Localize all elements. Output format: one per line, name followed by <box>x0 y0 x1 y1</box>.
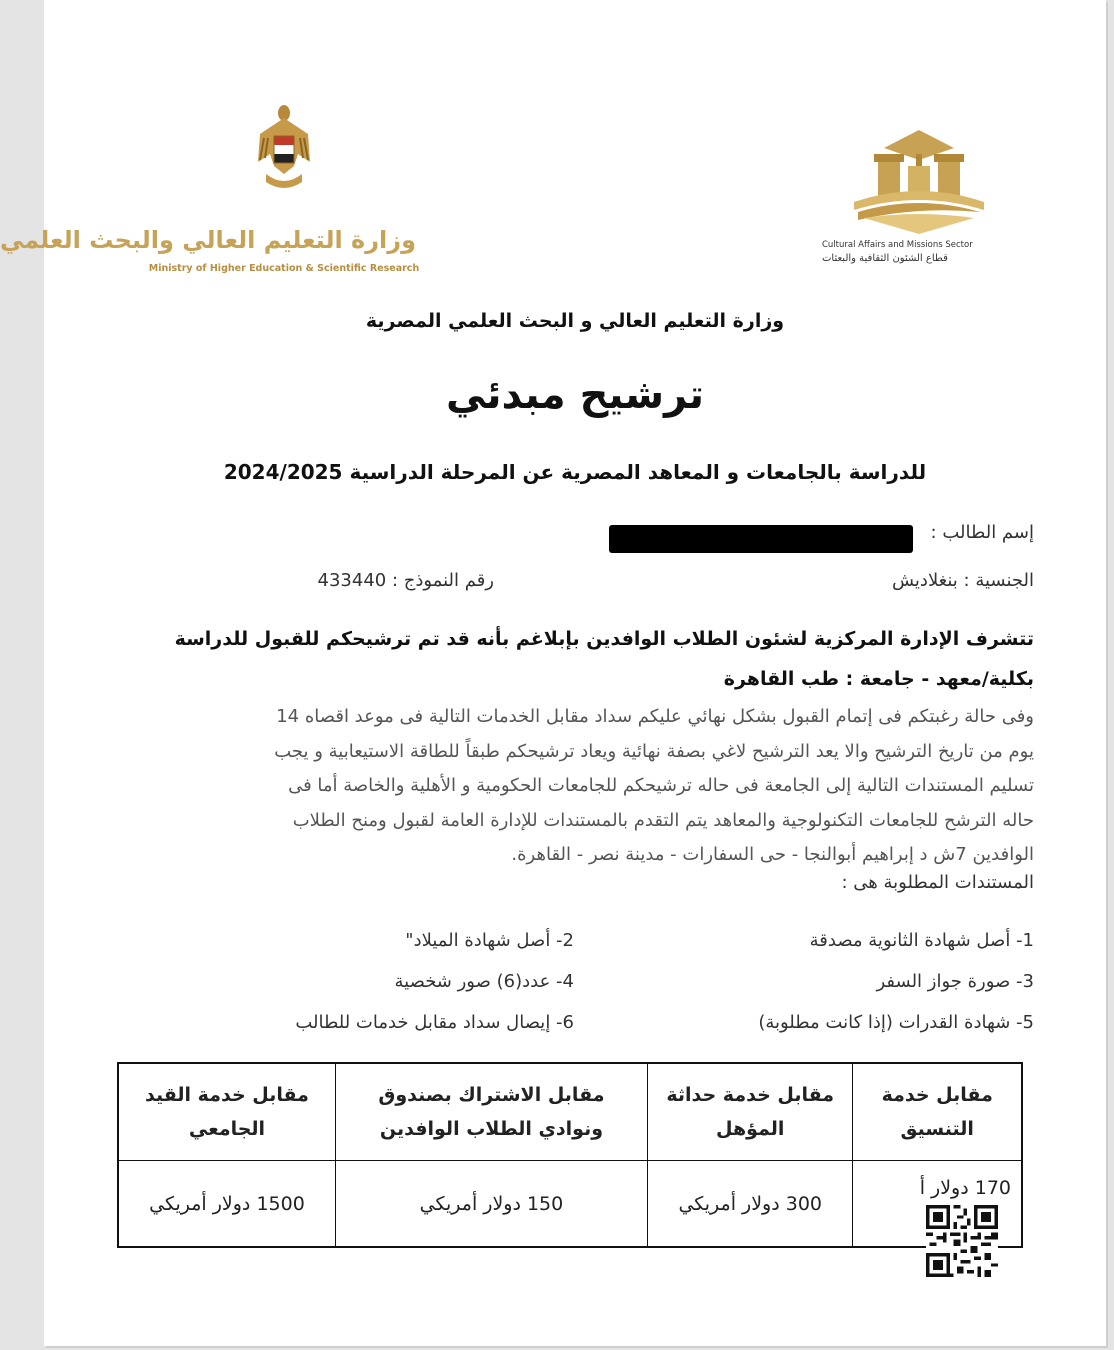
redacted-student-name <box>609 525 913 553</box>
fee-value-cell: 300 دولار أمريكي <box>647 1161 853 1248</box>
ministry-logo-english: Ministry of Higher Education & Scientific Research <box>148 263 420 274</box>
fees-value-row <box>118 1161 1022 1248</box>
paragraph-line: يوم من تاريخ الترشيح والا يعد الترشيح لاغي بصفة نهائية ويعاد ترشيحكم طبقاً للطاقة الاستيعابية و يجب <box>274 740 1034 762</box>
ministry-logo-arabic: وزارة التعليم العالي والبحث العلمي <box>0 226 416 254</box>
fee-header-cell: مقابل خدمة التنسيق <box>853 1063 1022 1161</box>
required-doc-item: 6- إيصال سداد مقابل خدمات للطالب <box>295 1012 574 1033</box>
paragraph-line: تسليم المستندات التالية إلى الجامعة فى حاله ترشيحكم للجامعات الحكومية و الأهلية والخاصة أما فى <box>288 775 1034 796</box>
required-doc-item: 1- أصل شهادة الثانوية مصدقة <box>809 930 1034 951</box>
nationality: الجنسية : بنغلاديش <box>891 570 1034 591</box>
fees-header-row <box>118 1063 1022 1161</box>
notice-line-2: بكلية/معهد - جامعة : طب القاهرة <box>723 668 1034 690</box>
required-docs-label: المستندات المطلوبة هى : <box>841 872 1034 893</box>
paragraph-line: حاله الترشح للجامعات التكنولوجية والمعاهد يتم التقدم بالمستندات للإدارة العامة لقبول ومنح الطلاب <box>292 809 1034 831</box>
instructions-paragraph <box>122 700 1034 873</box>
sector-logo-english: Cultural Affairs and Missions Sector <box>822 240 973 250</box>
fee-value-cell: 170 دولار أ <box>853 1161 1022 1248</box>
document-title: ترشيح مبدئي <box>445 372 704 418</box>
required-doc-item: 3- صورة جواز السفر <box>876 971 1034 992</box>
fees-table <box>117 1062 1023 1248</box>
required-doc-item: 5- شهادة القدرات (إذا كانت مطلوبة) <box>758 1012 1034 1033</box>
fee-header-cell: مقابل خدمة حداثة المؤهل <box>647 1063 853 1161</box>
fee-header-cell: مقابل الاشتراك بصندوق ونوادي الطلاب الوافدين <box>335 1063 647 1161</box>
qr-code <box>926 1205 998 1277</box>
sector-logo-arabic: قطاع الشئون الثقافية والبعثات <box>822 253 948 264</box>
form-number: رقم النموذج : 433440 <box>317 570 494 591</box>
required-doc-item: 2- أصل شهادة الميلاد" <box>405 930 574 951</box>
paragraph-line: الوافدين 7ش د إبراهيم أبوالنجا - حى السفارات - مدينة نصر - القاهرة. <box>511 844 1034 865</box>
required-doc-item: 4- عدد(6) صور شخصية <box>394 971 574 992</box>
notice-line-1: تتشرف الإدارة المركزية لشئون الطلاب الوافدين بإبلاغم بأنه قد تم ترشيحكم للقبول للدراسة <box>174 628 1034 650</box>
paragraph-line: وفى حالة رغبتكم فى إتمام القبول بشكل نهائي عليكم سداد مقابل الخدمات التالية فى موعد اقصاه 14 <box>276 706 1034 727</box>
fee-value-cell: 150 دولار أمريكي <box>335 1161 647 1248</box>
cultural-sector-logo <box>844 110 994 240</box>
ministry-title: وزارة التعليم العالي و البحث العلمي المصرية <box>365 310 785 332</box>
fee-header-cell: مقابل خدمة القيد الجامعي <box>118 1063 335 1161</box>
egypt-eagle-emblem <box>256 104 312 192</box>
document-subtitle: للدراسة بالجامعات و المعاهد المصرية عن المرحلة الدراسية 2024/2025 <box>223 460 927 484</box>
fee-value-cell: 1500 دولار أمريكي <box>118 1161 335 1248</box>
student-name-label: إسم الطالب : <box>930 522 1034 543</box>
